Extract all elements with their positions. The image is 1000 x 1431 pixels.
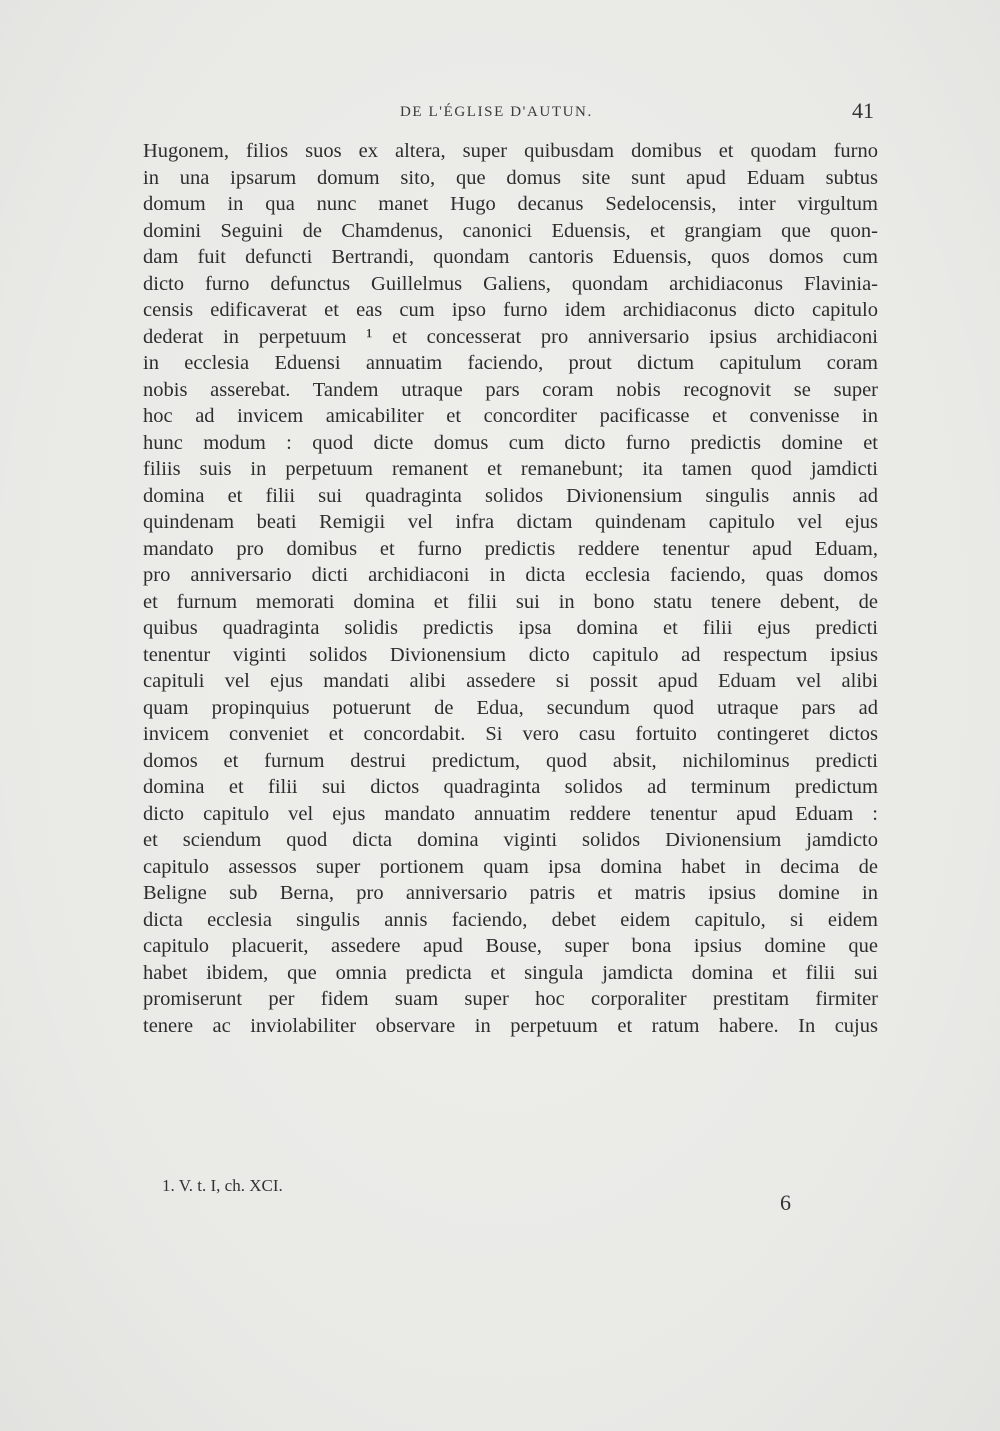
- text-line: capitulo placuerit, assedere apud Bouse, super bona ipsius domine que: [143, 935, 878, 957]
- text-line: hoc ad invicem amicabiliter et concorditer pacificasse et convenisse in: [143, 405, 878, 427]
- text-line: capitulo assessos super portionem quam ipsa domina habet in decima de: [143, 855, 878, 878]
- text-line: promiserunt per fidem suam super hoc corporaliter prestitam firmiter: [143, 988, 878, 1010]
- text-line: dam fuit defuncti Bertrandi, quondam cantoris Eduensis, quos domos cum: [143, 246, 878, 268]
- text-line: Hugonem, filios suos ex altera, super quibusdam domibus et quodam furno: [143, 140, 878, 162]
- footnote: 1. V. t. I, ch. XCI.: [162, 1176, 283, 1195]
- text-line: censis edificaverat et eas cum ipso furno idem archidiaconus dicto capitulo: [143, 299, 878, 321]
- text-line: in ecclesia Eduensi annuatim faciendo, prout dictum capitulum coram: [143, 352, 878, 374]
- text-line: dederat in perpetuum ¹ et concesserat pro anniversario ipsius archidiaconi: [143, 325, 878, 348]
- text-line: quibus quadraginta solidis predictis ipsa domina et filii ejus predicti: [143, 617, 878, 639]
- text-line: invicem conveniet et concordabit. Si vero casu fortuito contingeret dictos: [143, 723, 878, 745]
- text-line: quam propinquius potuerunt de Edua, secundum quod utraque pars ad: [143, 696, 878, 719]
- page-number: 41: [852, 98, 874, 123]
- running-title: DE L'ÉGLISE D'AUTUN.: [400, 104, 593, 120]
- text-line: quindenam beati Remigii vel infra dictam quindenam capitulo vel ejus: [143, 511, 878, 533]
- text-line: domina et filii sui quadraginta solidos Divionensium singulis annis ad: [143, 484, 878, 507]
- text-line: tenere ac inviolabiliter observare in perpetuum et ratum habere. In cujus: [143, 1014, 878, 1037]
- text-line: hunc modum : quod dicte domus cum dicto furno predictis domine et: [143, 431, 878, 454]
- text-line: dicto furno defunctus Guillelmus Galiens, quondam archidiaconus Flavinia-: [143, 272, 878, 295]
- text-line: et furnum memorati domina et filii sui in bono statu tenere debent, de: [143, 590, 878, 613]
- running-head: [0, 98, 1000, 134]
- text-line: Beligne sub Berna, pro anniversario patris et matris ipsius domine in: [143, 882, 878, 904]
- text-line: habet ibidem, que omnia predicta et singula jamdicta domina et filii sui: [143, 961, 878, 984]
- text-line: domum in qua nunc manet Hugo decanus Sedelocensis, inter virgultum: [143, 193, 878, 215]
- text-line: dicto capitulo vel ejus mandato annuatim reddere tenentur apud Eduam :: [143, 802, 878, 825]
- signature-mark: 6: [780, 1190, 791, 1215]
- text-line: nobis asserebat. Tandem utraque pars coram nobis recognovit se super: [143, 378, 878, 401]
- text-line: tenentur viginti solidos Divionensium dicto capitulo ad respectum ipsius: [143, 643, 878, 666]
- text-line: domini Seguini de Chamdenus, canonici Eduensis, et grangiam que quon-: [143, 219, 878, 242]
- body-text: [143, 138, 878, 1039]
- text-line: dicta ecclesia singulis annis faciendo, debet eidem capitulo, si eidem: [143, 908, 878, 931]
- text-line: mandato pro domibus et furno predictis reddere tenentur apud Eduam,: [143, 537, 878, 560]
- text-line: domina et filii sui dictos quadraginta solidos ad terminum predictum: [143, 776, 878, 798]
- text-line: domos et furnum destrui predictum, quod absit, nichilominus predicti: [143, 749, 878, 772]
- text-line: pro anniversario dicti archidiaconi in dicta ecclesia faciendo, quas domos: [143, 564, 878, 586]
- text-line: filiis suis in perpetuum remanent et remanebunt; ita tamen quod jamdicti: [143, 458, 878, 480]
- text-line: capituli vel ejus mandati alibi assedere si possit apud Eduam vel alibi: [143, 670, 878, 692]
- text-line: et sciendum quod dicta domina viginti solidos Divionensium jamdicto: [143, 829, 878, 851]
- text-line: in una ipsarum domum sito, que domus site sunt apud Eduam subtus: [143, 166, 878, 189]
